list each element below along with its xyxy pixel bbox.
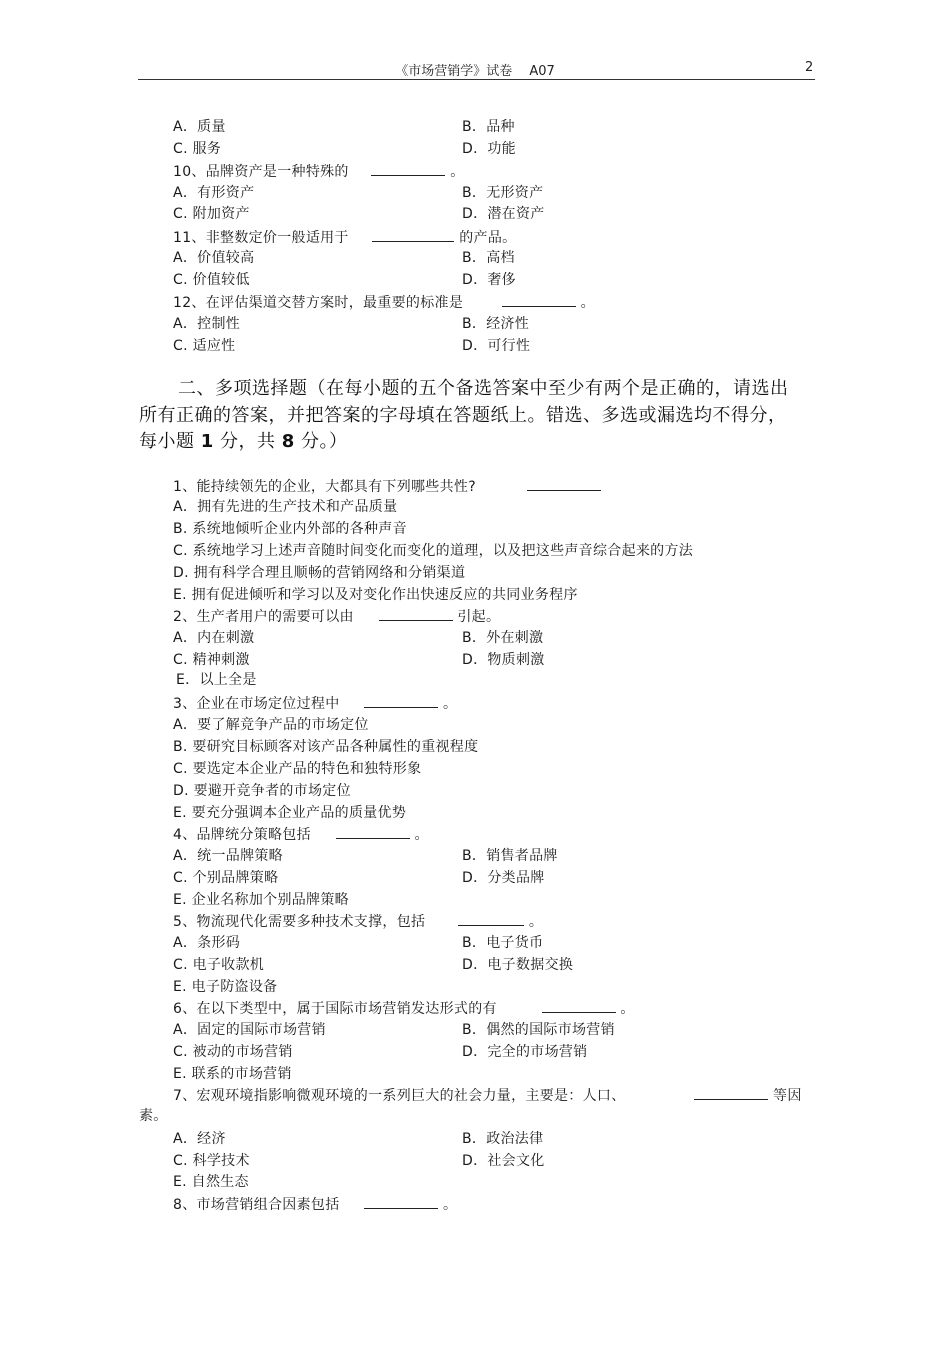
question-12-end: 。 xyxy=(580,295,595,311)
question-10 xyxy=(173,162,465,181)
mc-option-2-e: E．以上全是 xyxy=(176,672,257,688)
answer-blank xyxy=(372,228,454,242)
mc-option-6-e: E. 联系的市场营销 xyxy=(173,1066,292,1082)
mc-question-8-end: 。 xyxy=(443,1197,458,1213)
option-10-a: A．有形资产 xyxy=(173,185,255,201)
mc-option-3-e: E. 要充分强调本企业产品的质量优势 xyxy=(173,805,407,821)
answer-blank xyxy=(694,1086,768,1100)
mc-question-7-wrap: 素。 xyxy=(139,1108,168,1124)
mc-question-2 xyxy=(173,607,500,626)
mc-option-3-b: B. 要研究目标顾客对该产品各种属性的重视程度 xyxy=(173,739,479,755)
mc-question-8 xyxy=(173,1195,457,1214)
mc-option-6-a: A．固定的国际市场营销 xyxy=(173,1022,326,1038)
mc-question-6 xyxy=(173,999,635,1018)
mc-question-6-end: 。 xyxy=(620,1001,635,1017)
score-per-question: 1 xyxy=(200,431,214,452)
mc-option-5-c: C. 电子收款机 xyxy=(173,957,265,973)
mc-question-3-end: 。 xyxy=(443,696,458,712)
question-12-text: 12、在评估渠道交替方案时，最重要的标准是 xyxy=(173,295,464,311)
mc-option-2-c: C. 精神刺激 xyxy=(173,652,250,668)
mc-question-4-end: 。 xyxy=(414,827,429,843)
mc-question-8-text: 8、市场营销组合因素包括 xyxy=(173,1197,340,1213)
section-heading-line-3: 每小题 1 分，共 8 分。） xyxy=(139,431,348,452)
mc-question-7 xyxy=(173,1086,802,1105)
option-12-d: D．可行性 xyxy=(462,338,531,354)
answer-blank xyxy=(336,825,410,839)
option-12-b: B．经济性 xyxy=(462,316,530,332)
mc-question-7-text: 7、宏观环境指影响微观环境的一系列巨大的社会力量，主要是：人口、 xyxy=(173,1088,626,1104)
mc-option-6-c: C. 被动的市场营销 xyxy=(173,1044,293,1060)
mc-question-3 xyxy=(173,694,457,713)
question-11 xyxy=(173,228,516,247)
mc-option-2-a: A．内在刺激 xyxy=(173,630,255,646)
mc-question-1-text: 1、能持续领先的企业，大都具有下列哪些共性? xyxy=(173,479,476,495)
mc-option-3-d: D. 要避开竞争者的市场定位 xyxy=(173,783,351,799)
question-11-text: 11、非整数定价一般适用于 xyxy=(173,230,349,246)
option-9-a: A．质量 xyxy=(173,119,226,135)
answer-blank xyxy=(527,477,601,491)
mc-option-3-c: C. 要选定本企业产品的特色和独特形象 xyxy=(173,761,422,777)
option-10-c: C. 附加资产 xyxy=(173,206,250,222)
mc-question-4-text: 4、品牌统分策略包括 xyxy=(173,827,311,843)
answer-blank xyxy=(364,694,438,708)
question-10-end: 。 xyxy=(450,164,465,180)
section-heading-line-1: 二、多项选择题（在每小题的五个备选答案中至少有两个是正确的，请选出 xyxy=(178,378,789,399)
mc-option-5-d: D．电子数据交换 xyxy=(462,957,574,973)
mc-question-5 xyxy=(173,912,543,931)
mc-question-1 xyxy=(173,477,601,496)
mc-option-7-a: A．经济 xyxy=(173,1131,226,1147)
answer-blank xyxy=(458,912,524,926)
mc-option-7-e: E. 自然生态 xyxy=(173,1174,249,1190)
mc-option-1-a: A．拥有先进的生产技术和产品质量 xyxy=(173,499,398,515)
mc-question-2-text: 2、生产者用户的需要可以由 xyxy=(173,609,354,625)
mc-question-5-text: 5、物流现代化需要多种技术支撑，包括 xyxy=(173,914,426,930)
page-number: 2 xyxy=(805,60,814,75)
mc-option-4-a: A．统一品牌策略 xyxy=(173,848,283,864)
mc-option-5-a: A．条形码 xyxy=(173,935,241,951)
mc-option-6-d: D．完全的市场营销 xyxy=(462,1044,588,1060)
answer-blank xyxy=(502,293,576,307)
mc-option-7-b: B．政治法律 xyxy=(462,1131,544,1147)
mc-option-1-d: D. 拥有科学合理且顺畅的营销网络和分销渠道 xyxy=(173,565,466,581)
question-10-text: 10、品牌资产是一种特殊的 xyxy=(173,164,349,180)
option-11-c: C. 价值较低 xyxy=(173,272,250,288)
option-9-b: B．品种 xyxy=(462,119,515,135)
answer-blank xyxy=(542,999,616,1013)
mc-option-5-b: B．电子货币 xyxy=(462,935,544,951)
option-11-b: B．高档 xyxy=(462,250,515,266)
mc-option-7-d: D．社会文化 xyxy=(462,1153,545,1169)
mc-option-6-b: B．偶然的国际市场营销 xyxy=(462,1022,615,1038)
mc-option-1-e: E. 拥有促进倾听和学习以及对变化作出快速反应的共同业务程序 xyxy=(173,587,578,603)
mc-question-6-text: 6、在以下类型中，属于国际市场营销发达形式的有 xyxy=(173,1001,497,1017)
mc-question-7-end: 等因 xyxy=(773,1088,802,1104)
mc-question-2-end: 引起。 xyxy=(457,609,501,625)
answer-blank xyxy=(364,1195,438,1209)
mc-option-1-c: C. 系统地学习上述声音随时间变化而变化的道理，以及把这些声音综合起来的方法 xyxy=(173,543,694,559)
mc-option-3-a: A．要了解竞争产品的市场定位 xyxy=(173,717,369,733)
option-12-c: C. 适应性 xyxy=(173,338,236,354)
mc-option-4-b: B．销售者品牌 xyxy=(462,848,558,864)
mc-option-4-e: E. 企业名称加个别品牌策略 xyxy=(173,892,349,908)
option-12-a: A．控制性 xyxy=(173,316,241,332)
question-11-end: 的产品。 xyxy=(459,230,517,246)
mc-option-2-b: B．外在刺激 xyxy=(462,630,544,646)
mc-option-7-c: C. 科学技术 xyxy=(173,1153,250,1169)
option-9-c: C. 服务 xyxy=(173,141,222,157)
mc-question-4 xyxy=(173,825,429,844)
score-total: 8 xyxy=(281,431,295,452)
option-10-d: D．潜在资产 xyxy=(462,206,545,222)
mc-option-4-c: C. 个别品牌策略 xyxy=(173,870,279,886)
answer-blank xyxy=(379,607,453,621)
section-heading-line-2: 所有正确的答案，并把答案的字母填在答题纸上。错选、多选或漏选均不得分， xyxy=(139,405,787,426)
mc-question-5-end: 。 xyxy=(528,914,544,930)
mc-question-3-text: 3、企业在市场定位过程中 xyxy=(173,696,340,712)
mc-option-4-d: D．分类品牌 xyxy=(462,870,545,886)
mc-option-2-d: D．物质刺激 xyxy=(462,652,545,668)
mc-option-1-b: B. 系统地倾听企业内外部的各种声音 xyxy=(173,521,407,537)
option-9-d: D．功能 xyxy=(462,141,516,157)
exam-title: 《市场营销学》试卷 A07 xyxy=(395,64,555,79)
question-12 xyxy=(173,293,595,312)
answer-blank xyxy=(371,162,445,176)
mc-option-5-e: E. 电子防盗设备 xyxy=(173,979,278,995)
option-11-a: A．价值较高 xyxy=(173,250,255,266)
option-11-d: D．奢侈 xyxy=(462,272,516,288)
option-10-b: B．无形资产 xyxy=(462,185,544,201)
